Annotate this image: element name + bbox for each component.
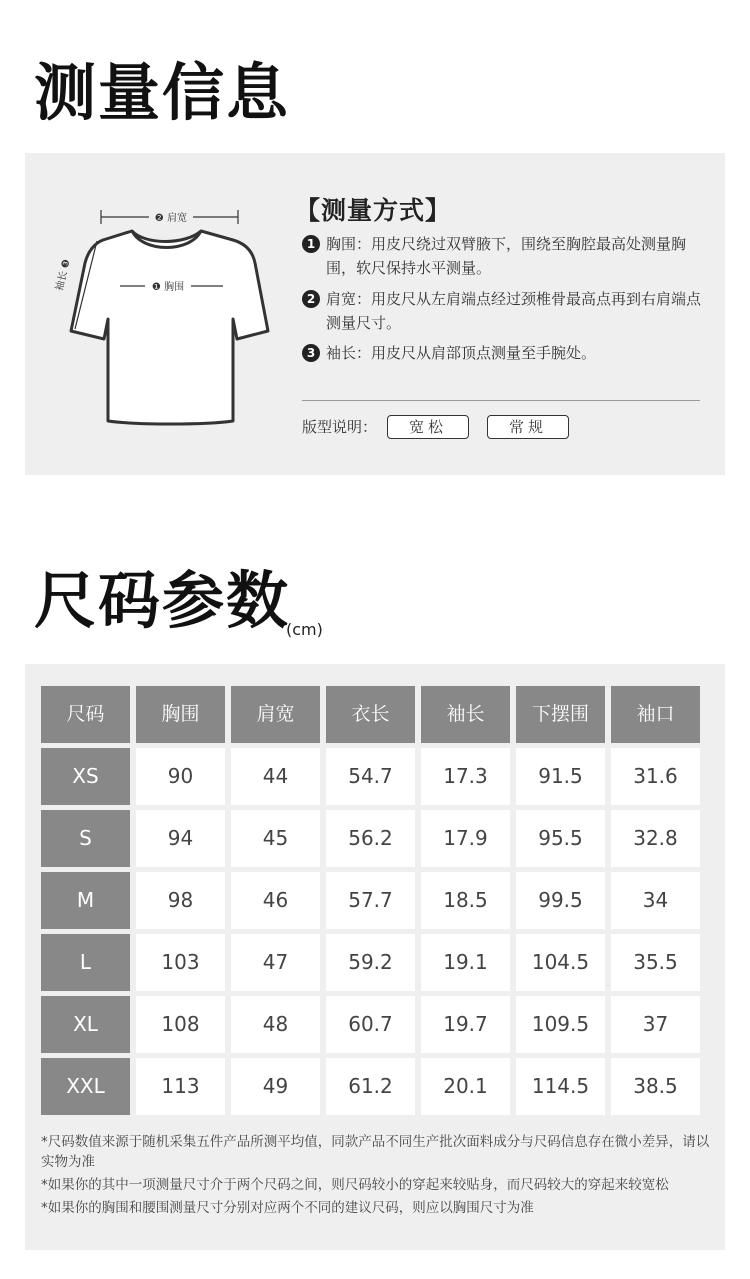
size-cell: XXL (41, 1058, 130, 1115)
note-item: *如果你的其中一项测量尺寸介于两个尺码之间，则尺码较小的穿起来较贴身，而尺码较大的穿起来较宽松 (41, 1177, 669, 1193)
header-cell: 尺码 (41, 686, 130, 743)
header-cell: 袖口 (611, 686, 700, 743)
table-cell: 17.3 (421, 748, 510, 805)
table-cell: 37 (611, 996, 700, 1053)
sleeve-label: 袖长 ❸ (54, 258, 73, 293)
table-cell: 56.2 (326, 810, 415, 867)
table-cell: 54.7 (326, 748, 415, 805)
method-item-shoulder (302, 287, 704, 335)
table-cell: 19.1 (421, 934, 510, 991)
table-cell: 61.2 (326, 1058, 415, 1115)
method-item-chest (302, 232, 704, 280)
table-cell: 90 (136, 748, 225, 805)
table-cell: 44 (231, 748, 320, 805)
tshirt-outline (71, 231, 268, 424)
size-cell: S (41, 810, 130, 867)
note-item: *如果你的胸围和腰围测量尺寸分别对应两个不同的建议尺码，则应以胸围尺寸为准 (41, 1200, 534, 1216)
size-cell: L (41, 934, 130, 991)
note-item: *尺码数值来源于随机采集五件产品所测平均值，同款产品不同生产批次面料成分与尺码信息存在微小差异，请以实物为准 (41, 1134, 710, 1170)
unit-label: (cm) (286, 620, 323, 639)
header-cell: 肩宽 (231, 686, 320, 743)
table-cell: 57.7 (326, 872, 415, 929)
table-cell: 91.5 (516, 748, 605, 805)
table-cell: 45 (231, 810, 320, 867)
notes (41, 1132, 717, 1221)
table-cell: 17.9 (421, 810, 510, 867)
table-cell: 49 (231, 1058, 320, 1115)
fit-option-loose[interactable]: 宽松 (387, 415, 469, 439)
chest-label: ❶ 胸围 (151, 282, 185, 293)
size-cell: M (41, 872, 130, 929)
shoulder-label: ❷ 肩宽 (154, 213, 188, 224)
number-3-icon: 3 (302, 344, 320, 362)
table-cell: 104.5 (516, 934, 605, 991)
table-cell: 20.1 (421, 1058, 510, 1115)
fit-option-regular[interactable]: 常规 (487, 415, 569, 439)
table-cell: 103 (136, 934, 225, 991)
size-cell: XL (41, 996, 130, 1053)
table-cell: 48 (231, 996, 320, 1053)
table-cell: 34 (611, 872, 700, 929)
table-cell: 19.7 (421, 996, 510, 1053)
method-item-sleeve (302, 341, 704, 365)
table-cell: 31.6 (611, 748, 700, 805)
size-cell: XS (41, 748, 130, 805)
method-item-text: 胸围：用皮尺绕过双臂腋下，围绕至胸腔最高处测量胸围，软尺保持水平测量。 (326, 235, 687, 277)
table-cell: 99.5 (516, 872, 605, 929)
method-item-text: 袖长：用皮尺从肩部顶点测量至手腕处。 (326, 344, 597, 362)
table-cell: 32.8 (611, 810, 700, 867)
table-cell: 38.5 (611, 1058, 700, 1115)
table-cell: 60.7 (326, 996, 415, 1053)
header-cell: 衣长 (326, 686, 415, 743)
section-title-measure: 测量信息 (34, 56, 291, 129)
table-cell: 35.5 (611, 934, 700, 991)
fit-label: 版型说明： (302, 418, 378, 436)
number-2-icon: 2 (302, 290, 320, 308)
tshirt-diagram (25, 153, 285, 475)
size-panel (25, 664, 725, 1250)
table-cell: 109.5 (516, 996, 605, 1053)
table-cell: 94 (136, 810, 225, 867)
table-cell: 98 (136, 872, 225, 929)
method-title: 【测量方式】 (295, 196, 452, 225)
method-item-text: 肩宽：用皮尺从左肩端点经过颈椎骨最高点再到右肩端点测量尺寸。 (326, 290, 702, 332)
table-cell: 114.5 (516, 1058, 605, 1115)
section-title-size: 尺码参数 (34, 564, 291, 637)
header-cell: 袖长 (421, 686, 510, 743)
header-cell: 胸围 (136, 686, 225, 743)
header-cell: 下摆围 (516, 686, 605, 743)
table-cell: 46 (231, 872, 320, 929)
divider (302, 400, 700, 401)
table-cell: 113 (136, 1058, 225, 1115)
table-cell: 47 (231, 934, 320, 991)
measure-panel (25, 153, 725, 475)
table-cell: 95.5 (516, 810, 605, 867)
table-cell: 59.2 (326, 934, 415, 991)
table-cell: 108 (136, 996, 225, 1053)
number-1-icon: 1 (302, 235, 320, 253)
table-cell: 18.5 (421, 872, 510, 929)
